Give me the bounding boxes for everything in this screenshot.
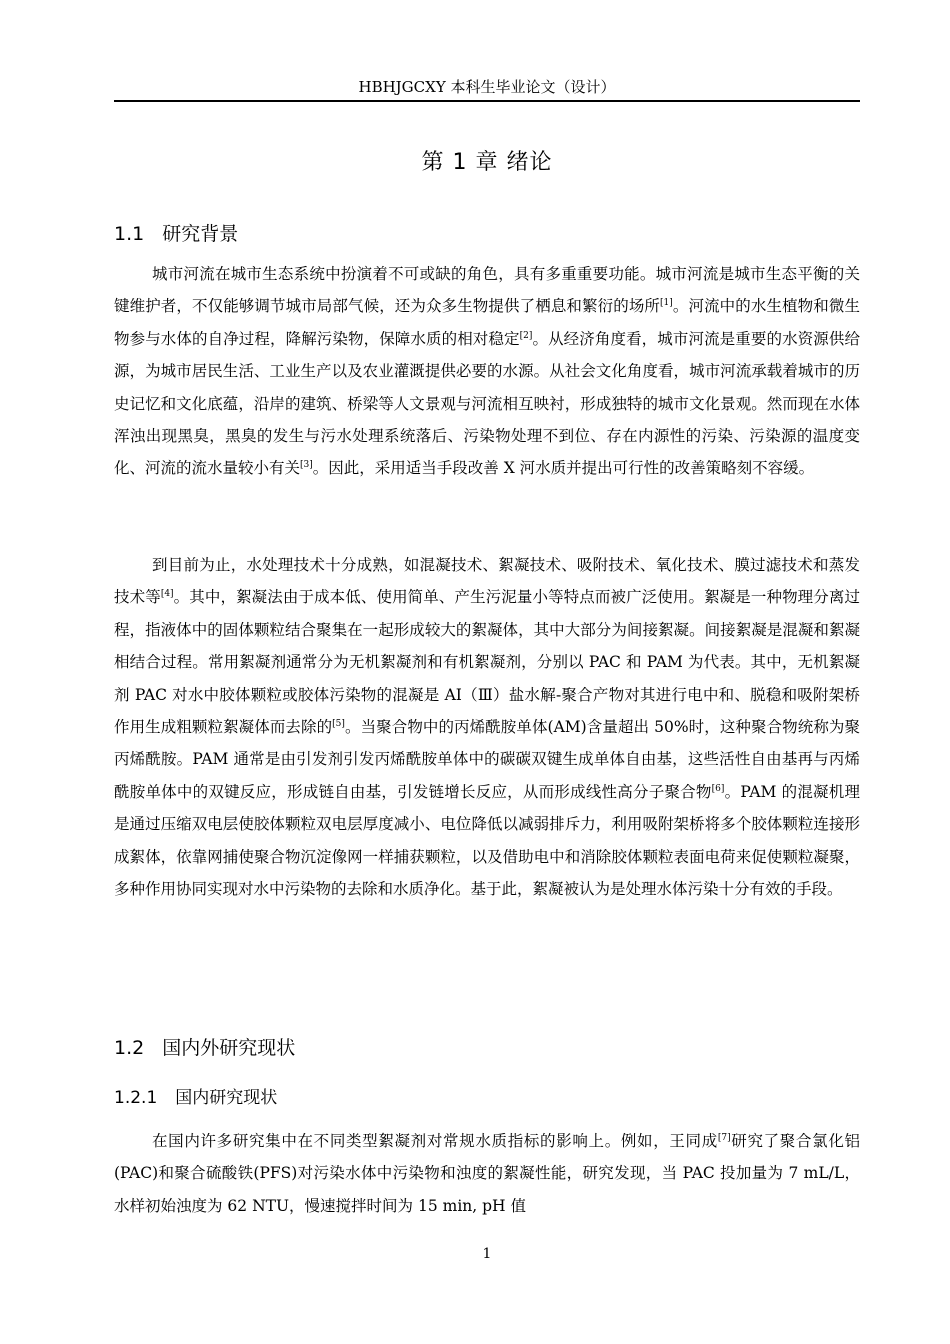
paragraph-text: 城市河流在城市生态系统中扮演着不可或缺的角色，具有多重重要功能。城市河流是城市生态平衡的关键维护者，不仅能够调节城市局部气候，还为众多生物提供了栖息和繁衍的场所	[114, 265, 860, 316]
running-header: HBHJGCXY 本科生毕业论文（设计）	[358, 78, 616, 96]
paragraph-flocculation	[114, 549, 860, 905]
citation: [7]	[717, 1132, 731, 1143]
citation: [5]	[332, 718, 345, 729]
citation: [1]	[660, 298, 673, 309]
section-number: 1.1	[114, 223, 145, 245]
paragraph-background	[114, 258, 860, 485]
header-rule	[114, 100, 860, 102]
citation: [4]	[160, 589, 174, 600]
paragraph-text: 研究了聚合氯化铝(PAC)和聚合硫酸铁(PFS)对污染水体中污染物和浊度的絮凝性能，研究发现，当 PAC 投加量为 7 mL/L，水样初始浊度为 62 NTU，慢速搅拌时间为 15 min, pH 值	[114, 1132, 860, 1215]
paragraph-domestic-research	[114, 1125, 860, 1222]
subsection-heading-1-2-1	[114, 1085, 277, 1111]
paragraph-text: 。从经济角度看，城市河流是重要的水资源供给源，为城市居民生活、工业生产以及农业灌溉提供必要的水源。从社会文化角度看，城市河流承载着城市的历史记忆和文化底蕴，沿岸的建筑、桥梁等人文景观与河流相互映衬，形成独特的城市文化景观。然而现在水体浑浊出现黑臭，黑臭的发生与污水处理系统落后、污染物处理不到位、存在内源性的污染、污染源的温度变化、河流的流水量较小有关	[114, 329, 860, 478]
paragraph-text: 。PAM 的混凝机理是通过压缩双电层使胶体颗粒双电层厚度减小、电位降低以减弱排斥力，利用吸附架桥将多个胶体颗粒连接形成絮体，依靠网捕使聚合物沉淀像网一样捕获颗粒，以及借助电中和消除胶体颗粒表面电荷来促使颗粒凝聚，多种作用协同实现对水中污染物的去除和水质净化。基于此，絮凝被认为是处理水体污染十分有效的手段。	[114, 782, 860, 899]
subsection-number: 1.2.1	[114, 1088, 158, 1108]
paragraph-text: 。因此，采用适当手段改善 X 河水质并提出可行性的改善策略刻不容缓。	[312, 459, 815, 478]
section-title: 研究背景	[162, 223, 239, 245]
citation: [6]	[711, 783, 725, 794]
paragraph-text: 。当聚合物中的丙烯酰胺单体(AM)含量超出 50%时，这种聚合物统称为聚丙烯酰胺。PAM 通常是由引发剂引发丙烯酰胺单体中的碳碳双键生成单体自由基，这些活性自由基再与丙烯酰胺单体中的双键反应，形成链自由基，引发链增长反应，从而形成线性高分子聚合物	[114, 718, 860, 801]
page-number: 1	[482, 1246, 492, 1262]
section-heading-1-2	[114, 1034, 295, 1062]
chapter-title: 第 1 章 绪论	[421, 150, 553, 175]
citation: [3]	[300, 460, 313, 471]
section-title: 国内外研究现状	[162, 1037, 296, 1059]
section-heading-1-1	[114, 220, 238, 248]
citation: [2]	[519, 330, 533, 341]
section-number: 1.2	[114, 1037, 145, 1059]
paragraph-text: 。河流中的水生植物和微生物参与水体的自净过程，降解污染物，保障水质的相对稳定	[114, 297, 860, 348]
paragraph-text: 到目前为止，水处理技术十分成熟，如混凝技术、絮凝技术、吸附技术、氧化技术、膜过滤技术和蒸发技术等	[114, 556, 860, 607]
paragraph-text: 。其中，絮凝法由于成本低、使用简单、产生污泥量小等特点而被广泛使用。絮凝是一种物理分离过程，指液体中的固体颗粒结合聚集在一起形成较大的絮凝体，其中大部分为间接絮凝。间接絮凝是混凝和絮凝相结合过程。常用絮凝剂通常分为无机絮凝剂和有机絮凝剂，分别以 PAC 和 PAM 为代表。其中，无机絮凝剂 PAC 对水中胶体颗粒或胶体污染物的混凝是 AI（Ⅲ）盐水解-聚合产物对其进行电中和、脱稳和吸附架桥作用生成粗颗粒絮凝体而去除的	[114, 588, 860, 737]
subsection-title: 国内研究现状	[175, 1088, 278, 1108]
paragraph-text: 在国内许多研究集中在不同类型絮凝剂对常规水质指标的影响上。例如，王同成	[152, 1132, 718, 1150]
